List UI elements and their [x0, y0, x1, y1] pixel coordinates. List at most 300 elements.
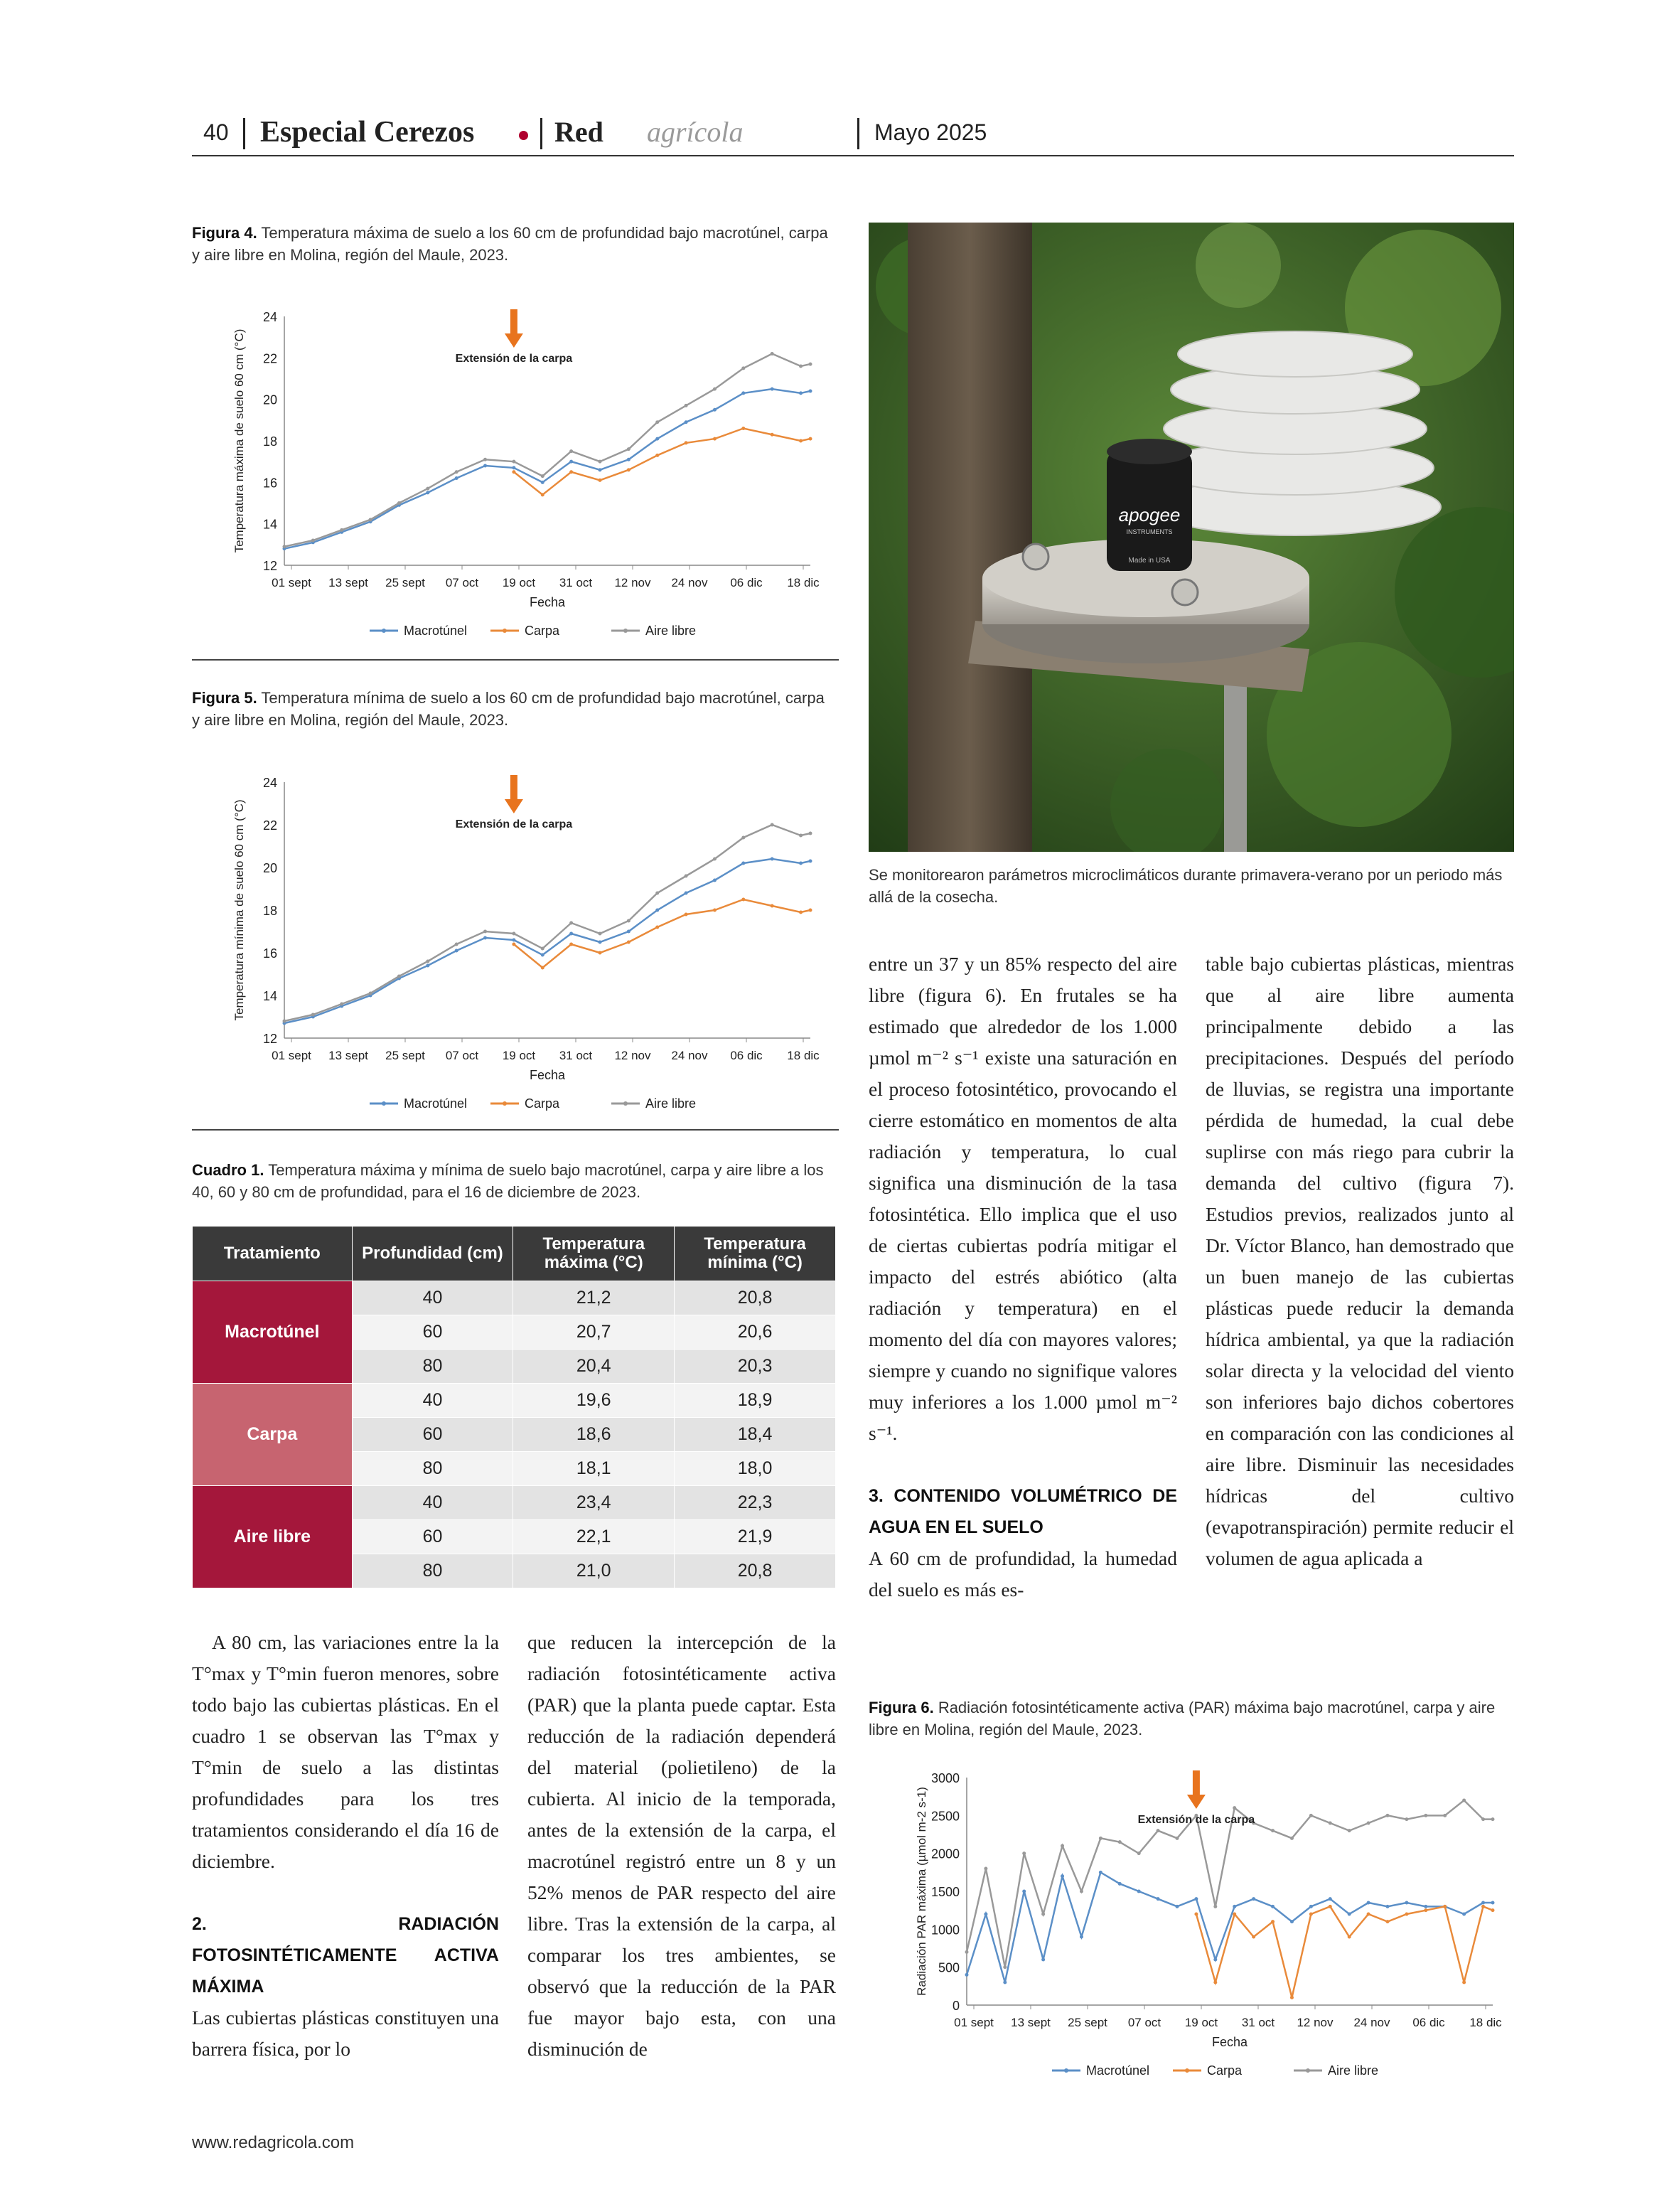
- data-point: [599, 932, 602, 936]
- paragraph: A 60 cm de profundidad, la humedad del suelo es más es-: [869, 1547, 1177, 1601]
- x-tick-label: 24 nov: [671, 576, 708, 589]
- x-tick-label: 07 oct: [445, 1049, 479, 1062]
- y-tick-label: 16: [262, 476, 277, 491]
- data-point: [627, 468, 631, 471]
- data-point: [1233, 1806, 1236, 1810]
- x-axis-title: Fecha: [1211, 2035, 1248, 2049]
- data-point: [569, 470, 573, 474]
- figure-4-text: Temperatura máxima de suelo a los 60 cm de profundidad bajo macrotúnel, carpa y aire libre en Molina, región del Maule, 2023.: [192, 224, 828, 264]
- data-point: [627, 941, 631, 944]
- data-point: [483, 930, 487, 934]
- series-line: [284, 825, 810, 1021]
- data-point: [397, 501, 401, 505]
- x-tick-label: 06 dic: [1412, 2016, 1445, 2029]
- data-point: [1022, 1890, 1026, 1893]
- data-point: [1137, 1890, 1141, 1893]
- paragraph: entre un 37 y un 85% respecto del aire libre (figura 6). En frutales se ha estimado que alrededor de los 1.000 µmol m⁻² s⁻¹ existe una saturación en el proceso fotosintético, provocando el cierre estomático en momentos de alta radiación y temperatura, lo cual significa una disminución de la tasa fotosintética. Ello implica que el uso de ciertas cubiertas podría mitigar el impacto del estrés abiótico (alta radiación y temperatura) en el momento del día con mayores valores; siempre y cuando no signifique valores muy inferiores a los 1.000 µmol m⁻² s⁻¹.: [869, 953, 1177, 1444]
- data-point: [741, 366, 745, 370]
- data-point: [512, 939, 515, 942]
- x-tick-label: 18 dic: [787, 576, 820, 589]
- data-point: [483, 458, 487, 461]
- annotation-label: Extensión de la carpa: [1137, 1814, 1255, 1826]
- figure-5-chart: [227, 761, 839, 1123]
- y-tick-label: 18: [262, 434, 277, 449]
- data-point: [799, 391, 803, 395]
- series-line: [284, 389, 810, 549]
- data-point: [1443, 1814, 1447, 1817]
- photo-caption: Se monitorearon parámetros microclimáticos durante primavera-verano por un periodo más allá de la cosecha.: [869, 866, 1503, 906]
- table-cell: 18,0: [675, 1452, 836, 1486]
- section-title: Especial Cerezos: [260, 116, 475, 149]
- data-point: [1424, 1908, 1427, 1912]
- data-point: [1080, 1935, 1083, 1939]
- data-point: [1481, 1905, 1485, 1908]
- annotation-arrow-icon: [1187, 1795, 1206, 1809]
- x-tick-label: 06 dic: [730, 1049, 763, 1062]
- data-point: [1290, 1996, 1294, 1999]
- data-point: [685, 404, 688, 407]
- data-point: [965, 1973, 969, 1977]
- data-point: [1443, 1905, 1447, 1908]
- y-tick-label: 22: [262, 351, 277, 366]
- table-cell: 20,6: [675, 1315, 836, 1350]
- data-point: [455, 476, 458, 480]
- x-axis-title: Fecha: [529, 1068, 566, 1082]
- figure-6-chart: [910, 1756, 1521, 2090]
- annotation-label: Extensión de la carpa: [455, 818, 573, 830]
- body-column-4: [1206, 949, 1514, 1574]
- legend-marker: [382, 1101, 386, 1106]
- brand-logo-agricola: agrícola: [647, 116, 744, 148]
- figure-4-label: Figura 4.: [192, 224, 257, 242]
- data-point: [685, 875, 688, 878]
- x-tick-label: 19 oct: [502, 1049, 536, 1062]
- figure-4-chart: [227, 295, 839, 651]
- data-point: [1252, 1897, 1255, 1901]
- y-tick-label: 12: [262, 1032, 277, 1046]
- table-row: [193, 1281, 836, 1315]
- data-point: [1329, 1897, 1332, 1901]
- data-point: [569, 460, 573, 464]
- y-tick-label: 24: [262, 776, 277, 790]
- data-point: [771, 904, 774, 908]
- data-point: [741, 862, 745, 865]
- data-point: [369, 992, 372, 995]
- x-tick-label: 19 oct: [502, 576, 536, 589]
- data-point: [771, 352, 774, 356]
- data-point: [599, 460, 602, 464]
- data-point: [965, 1950, 969, 1954]
- header-separator: [857, 118, 859, 149]
- data-point: [799, 365, 803, 368]
- data-point: [1003, 1981, 1007, 1984]
- table-cell: 18,6: [513, 1418, 675, 1452]
- data-point: [1194, 1913, 1198, 1916]
- data-point: [1405, 1901, 1408, 1905]
- table-row: [193, 1486, 836, 1520]
- x-tick-label: 07 oct: [1127, 2016, 1161, 2029]
- table-cell: 80: [352, 1350, 513, 1384]
- data-point: [799, 862, 803, 865]
- data-point: [283, 545, 286, 548]
- data-point: [455, 470, 458, 474]
- series-line: [284, 354, 810, 547]
- data-point: [809, 909, 812, 912]
- data-point: [741, 898, 745, 902]
- y-tick-label: 24: [262, 310, 277, 324]
- data-point: [1309, 1913, 1313, 1916]
- data-point: [311, 1013, 315, 1017]
- issue-date: Mayo 2025: [874, 119, 987, 145]
- data-point: [1080, 1890, 1083, 1893]
- data-point: [1386, 1905, 1390, 1908]
- footer-url: www.redagricola.com: [192, 2133, 355, 2152]
- data-point: [655, 909, 659, 912]
- x-tick-label: 18 dic: [787, 1049, 820, 1062]
- series-line: [1196, 1906, 1493, 1997]
- data-point: [1271, 1905, 1275, 1908]
- data-point: [1329, 1822, 1332, 1825]
- legend-label: Carpa: [1207, 2063, 1243, 2078]
- data-point: [809, 437, 812, 441]
- data-point: [340, 1003, 343, 1006]
- data-point: [541, 966, 544, 970]
- data-point: [1233, 1905, 1236, 1908]
- treatment-cell: Macrotúnel: [193, 1281, 353, 1384]
- x-tick-label: 25 sept: [385, 576, 425, 589]
- y-tick-label: 18: [262, 904, 277, 918]
- x-tick-label: 31 oct: [559, 1049, 593, 1062]
- data-point: [809, 832, 812, 835]
- data-point: [1481, 1901, 1485, 1905]
- brand-logo-red: Red: [554, 116, 603, 148]
- data-point: [1157, 1897, 1160, 1901]
- legend-label: Carpa: [525, 624, 560, 638]
- legend-marker: [503, 1101, 507, 1106]
- figure-6-caption: [869, 1697, 1514, 1741]
- data-point: [771, 857, 774, 861]
- data-point: [426, 964, 429, 968]
- header-rule: [192, 155, 1514, 156]
- data-point: [655, 437, 659, 441]
- paragraph: table bajo cubiertas plásticas, mientras que al aire libre aumenta principalmente debido a las precipitaciones. Después del período de lluvias, se registra una importante pérdida de humedad, la cual debe suplirse con más riego para cubrir la demanda del cultivo (figura 7). Estudios previos, realizados junto al Dr. Víctor Blanco, han demostrado que un buen manejo de las cubiertas plásticas puede reducir la demanda hídrica ambiental, ya que la radiación solar directa y la velocidad del viento son inferiores bajo dichos cobertores en comparación con las condiciones al aire libre. Disminuir las necesidades hídricas del cultivo (evapotranspiración) permite reducir el volumen de agua aplicada a: [1206, 953, 1514, 1569]
- data-point: [809, 860, 812, 863]
- data-point: [311, 539, 315, 543]
- data-point: [1271, 1920, 1275, 1923]
- y-tick-label: 2500: [930, 1809, 960, 1824]
- data-point: [1118, 1840, 1122, 1844]
- legend-marker: [1306, 2068, 1310, 2073]
- data-point: [1290, 1920, 1294, 1923]
- paragraph: Las cubiertas plásticas constituyen una barrera física, por lo: [192, 2007, 499, 2060]
- table-cell: 40: [352, 1384, 513, 1418]
- data-point: [1176, 1837, 1179, 1840]
- data-point: [713, 879, 717, 882]
- legend-marker: [1185, 2068, 1189, 2073]
- series-line: [967, 1872, 1493, 1982]
- data-point: [1022, 1852, 1026, 1855]
- divider: [192, 1129, 839, 1131]
- data-point: [541, 493, 544, 496]
- annotation-label: Extensión de la carpa: [455, 353, 573, 365]
- data-point: [1157, 1829, 1160, 1832]
- data-point: [685, 441, 688, 444]
- data-point: [541, 947, 544, 951]
- data-point: [1194, 1897, 1198, 1901]
- data-point: [741, 836, 745, 840]
- y-axis-title: Temperatura máxima de suelo 60 cm (°C): [232, 328, 246, 553]
- y-tick-label: 20: [262, 861, 277, 875]
- data-point: [1309, 1905, 1313, 1908]
- data-point: [512, 932, 515, 936]
- x-tick-label: 24 nov: [1353, 2016, 1390, 2029]
- data-point: [741, 427, 745, 430]
- y-tick-label: 14: [262, 989, 277, 1003]
- x-tick-label: 01 sept: [272, 1049, 311, 1062]
- y-tick-label: 0: [952, 1999, 960, 2013]
- legend-label: Aire libre: [645, 1096, 697, 1111]
- data-point: [1491, 1817, 1495, 1821]
- data-point: [1462, 1981, 1466, 1984]
- data-point: [1348, 1829, 1351, 1832]
- data-point: [1367, 1822, 1370, 1825]
- sensor-subtitle: INSTRUMENTS: [1126, 528, 1173, 535]
- data-point: [771, 433, 774, 437]
- data-point: [455, 949, 458, 953]
- figure-5-text: Temperatura mínima de suelo a los 60 cm de profundidad bajo macrotúnel, carpa y aire libre en Molina, región del Maule, 2023.: [192, 689, 825, 729]
- data-point: [685, 913, 688, 917]
- data-point: [809, 390, 812, 393]
- y-tick-label: 2000: [930, 1847, 960, 1861]
- data-point: [1491, 1901, 1495, 1905]
- data-point: [799, 911, 803, 914]
- x-tick-label: 12 nov: [1297, 2016, 1334, 2029]
- x-tick-label: 31 oct: [1241, 2016, 1275, 2029]
- treatment-cell: Aire libre: [193, 1486, 353, 1588]
- data-point: [569, 943, 573, 946]
- legend-marker: [1064, 2068, 1068, 2073]
- x-tick-label: 25 sept: [1068, 2016, 1107, 2029]
- table-cell: 60: [352, 1418, 513, 1452]
- x-tick-label: 07 oct: [445, 576, 479, 589]
- table-header-cell: Profundidad (cm): [352, 1227, 513, 1281]
- y-axis-title: Temperatura mínima de suelo 60 cm (°C): [232, 799, 246, 1021]
- data-point: [1233, 1913, 1236, 1916]
- data-point: [1481, 1817, 1485, 1821]
- legend-marker: [623, 1101, 628, 1106]
- data-point: [655, 892, 659, 895]
- data-point: [713, 388, 717, 391]
- data-point: [397, 975, 401, 978]
- data-point: [512, 460, 515, 464]
- table-header-cell: Temperatura máxima (°C): [513, 1227, 675, 1281]
- data-point: [713, 408, 717, 412]
- data-point: [655, 420, 659, 424]
- data-point: [1099, 1871, 1102, 1874]
- data-point: [1176, 1905, 1179, 1908]
- data-point: [771, 388, 774, 391]
- data-point: [512, 943, 515, 946]
- table-header-cell: Temperatura mínima (°C): [675, 1227, 836, 1281]
- data-point: [283, 1020, 286, 1023]
- paragraph: que reducen la intercepción de la radiación fotosintéticamente activa (PAR) que la planta puede captar. Esta reducción de la radiación dependerá del material (polietileno) de la cubierta. Al inicio de la temporada, antes de la extensión de la carpa, el macrotúnel registró entre un 8 y un 52% menos de PAR respecto del aire libre. Tras la extensión de la carpa, al comparar los tres ambientes, se observó que la reducción de la PAR fue mayor bajo esta, con una disminución de: [527, 1631, 836, 2060]
- table-cell: 22,1: [513, 1520, 675, 1554]
- table-cell: 20,8: [675, 1281, 836, 1315]
- table-cell: 18,4: [675, 1418, 836, 1452]
- y-axis-title: Radiación PAR máxima (µmol m-2 s-1): [915, 1787, 928, 1996]
- annotation-arrow-icon: [510, 309, 517, 335]
- data-point: [1367, 1913, 1370, 1916]
- table-cell: 40: [352, 1281, 513, 1315]
- data-point: [1041, 1958, 1045, 1962]
- data-point: [483, 936, 487, 940]
- y-tick-label: 500: [938, 1960, 960, 1975]
- x-tick-label: 24 nov: [671, 1049, 708, 1062]
- data-point: [1462, 1913, 1466, 1916]
- data-point: [512, 470, 515, 474]
- x-tick-label: 06 dic: [730, 576, 763, 589]
- data-point: [1348, 1913, 1351, 1916]
- data-point: [713, 857, 717, 861]
- data-point: [1405, 1913, 1408, 1916]
- legend-label: Macrotúnel: [404, 624, 468, 638]
- table-label: Cuadro 1.: [192, 1161, 264, 1179]
- data-point: [1462, 1799, 1466, 1802]
- table-caption-text: Temperatura máxima y mínima de suelo bajo macrotúnel, carpa y aire libre a los 40, 60 y 80 cm de profundidad, para el 16 de diciembre de 2023.: [192, 1161, 824, 1201]
- data-point: [1329, 1905, 1332, 1908]
- table-cell: 20,3: [675, 1350, 836, 1384]
- data-point: [655, 926, 659, 929]
- data-point: [1424, 1814, 1427, 1817]
- body-column-2: [527, 1627, 836, 2065]
- y-tick-label: 22: [262, 818, 277, 833]
- body-column-3: [869, 949, 1177, 1605]
- data-point: [1213, 1981, 1217, 1984]
- y-tick-label: 3000: [930, 1771, 960, 1785]
- section-heading-2: 2. RADIACIÓN FOTOSINTÉTICAMENTE ACTIVA MÁXIMA: [192, 1914, 499, 1997]
- data-point: [741, 391, 745, 395]
- data-point: [340, 528, 343, 532]
- data-point: [599, 479, 602, 482]
- data-point: [426, 487, 429, 491]
- data-point: [1386, 1920, 1390, 1923]
- data-point: [369, 518, 372, 521]
- figure-6-label: Figura 6.: [869, 1699, 934, 1716]
- table-cell: 23,4: [513, 1486, 675, 1520]
- page-header: [192, 114, 1514, 156]
- data-point: [1290, 1837, 1294, 1840]
- y-tick-label: 20: [262, 392, 277, 407]
- sensor-photo: [869, 223, 1514, 852]
- figure-4-caption: [192, 222, 832, 266]
- legend-label: Macrotúnel: [404, 1096, 468, 1111]
- data-point: [541, 481, 544, 484]
- data-point: [984, 1913, 987, 1916]
- table-cell: 19,6: [513, 1384, 675, 1418]
- data-point: [541, 953, 544, 957]
- x-tick-label: 25 sept: [385, 1049, 425, 1062]
- data-point: [627, 930, 631, 934]
- data-point: [1367, 1901, 1370, 1905]
- legend-label: Aire libre: [1328, 2063, 1379, 2078]
- table-cell: 21,0: [513, 1554, 675, 1588]
- data-point: [1099, 1837, 1102, 1840]
- data-point: [599, 468, 602, 471]
- data-point: [627, 447, 631, 451]
- table-cell: 21,9: [675, 1520, 836, 1554]
- data-point: [1386, 1814, 1390, 1817]
- data-point: [1003, 1965, 1007, 1969]
- data-point: [455, 943, 458, 946]
- data-point: [685, 420, 688, 424]
- data-point: [426, 960, 429, 963]
- legend-marker: [382, 629, 386, 633]
- table-cell: 40: [352, 1486, 513, 1520]
- data-point: [1424, 1905, 1427, 1908]
- table-cell: 22,3: [675, 1486, 836, 1520]
- x-tick-label: 19 oct: [1184, 2016, 1218, 2029]
- data-point: [1252, 1935, 1255, 1939]
- data-point: [1137, 1852, 1141, 1855]
- x-tick-label: 31 oct: [559, 576, 593, 589]
- table-header-row: [193, 1227, 836, 1281]
- table-cell: 60: [352, 1315, 513, 1350]
- table-caption: [192, 1159, 839, 1203]
- data-point: [483, 464, 487, 468]
- annotation-arrow-icon: [505, 333, 523, 348]
- x-tick-label: 18 dic: [1469, 2016, 1502, 2029]
- x-tick-label: 13 sept: [328, 576, 368, 589]
- data-point: [655, 454, 659, 457]
- data-point: [1041, 1913, 1045, 1916]
- legend-label: Macrotúnel: [1086, 2063, 1150, 2078]
- y-tick-label: 14: [262, 517, 277, 532]
- x-tick-label: 01 sept: [272, 576, 311, 589]
- data-point: [1348, 1935, 1351, 1939]
- data-point: [512, 466, 515, 469]
- table-cell: 18,1: [513, 1452, 675, 1486]
- data-point: [627, 919, 631, 923]
- table-cell: 20,8: [675, 1554, 836, 1588]
- table-cell: 21,2: [513, 1281, 675, 1315]
- paragraph: A 80 cm, las variaciones entre la la T°max y T°min fueron menores, sobre todo bajo las cubiertas plásticas. En el cuadro 1 se observan las T°max y T°min de suelo a las distintas profundidades para los tres tratamientos considerando el día 16 de diciembre.: [192, 1631, 499, 1872]
- y-tick-label: 16: [262, 946, 277, 961]
- section-dot: [519, 131, 528, 140]
- x-axis-title: Fecha: [529, 595, 566, 609]
- x-tick-label: 12 nov: [614, 1049, 651, 1062]
- data-point: [569, 449, 573, 453]
- section-heading-3: 3. CONTENIDO VOLUMÉTRICO DE AGUA EN EL SUELO: [869, 1486, 1177, 1537]
- annotation-arrow-icon: [1193, 1770, 1200, 1796]
- table-cell: 20,4: [513, 1350, 675, 1384]
- data-point: [569, 921, 573, 925]
- data-point: [599, 941, 602, 944]
- data-point: [1491, 1908, 1495, 1912]
- x-tick-label: 12 nov: [614, 576, 651, 589]
- legend-marker: [623, 629, 628, 633]
- data-point: [426, 491, 429, 494]
- data-point: [1061, 1844, 1064, 1848]
- annotation-arrow-icon: [505, 799, 523, 813]
- header-separator: [243, 118, 245, 149]
- table-cell: 20,7: [513, 1315, 675, 1350]
- page-number: 40: [203, 119, 229, 145]
- data-point: [627, 458, 631, 461]
- sensor-brand: apogee: [1118, 504, 1181, 525]
- legend-label: Aire libre: [645, 624, 697, 638]
- x-tick-label: 13 sept: [1011, 2016, 1051, 2029]
- sensor-made: Made in USA: [1128, 557, 1171, 565]
